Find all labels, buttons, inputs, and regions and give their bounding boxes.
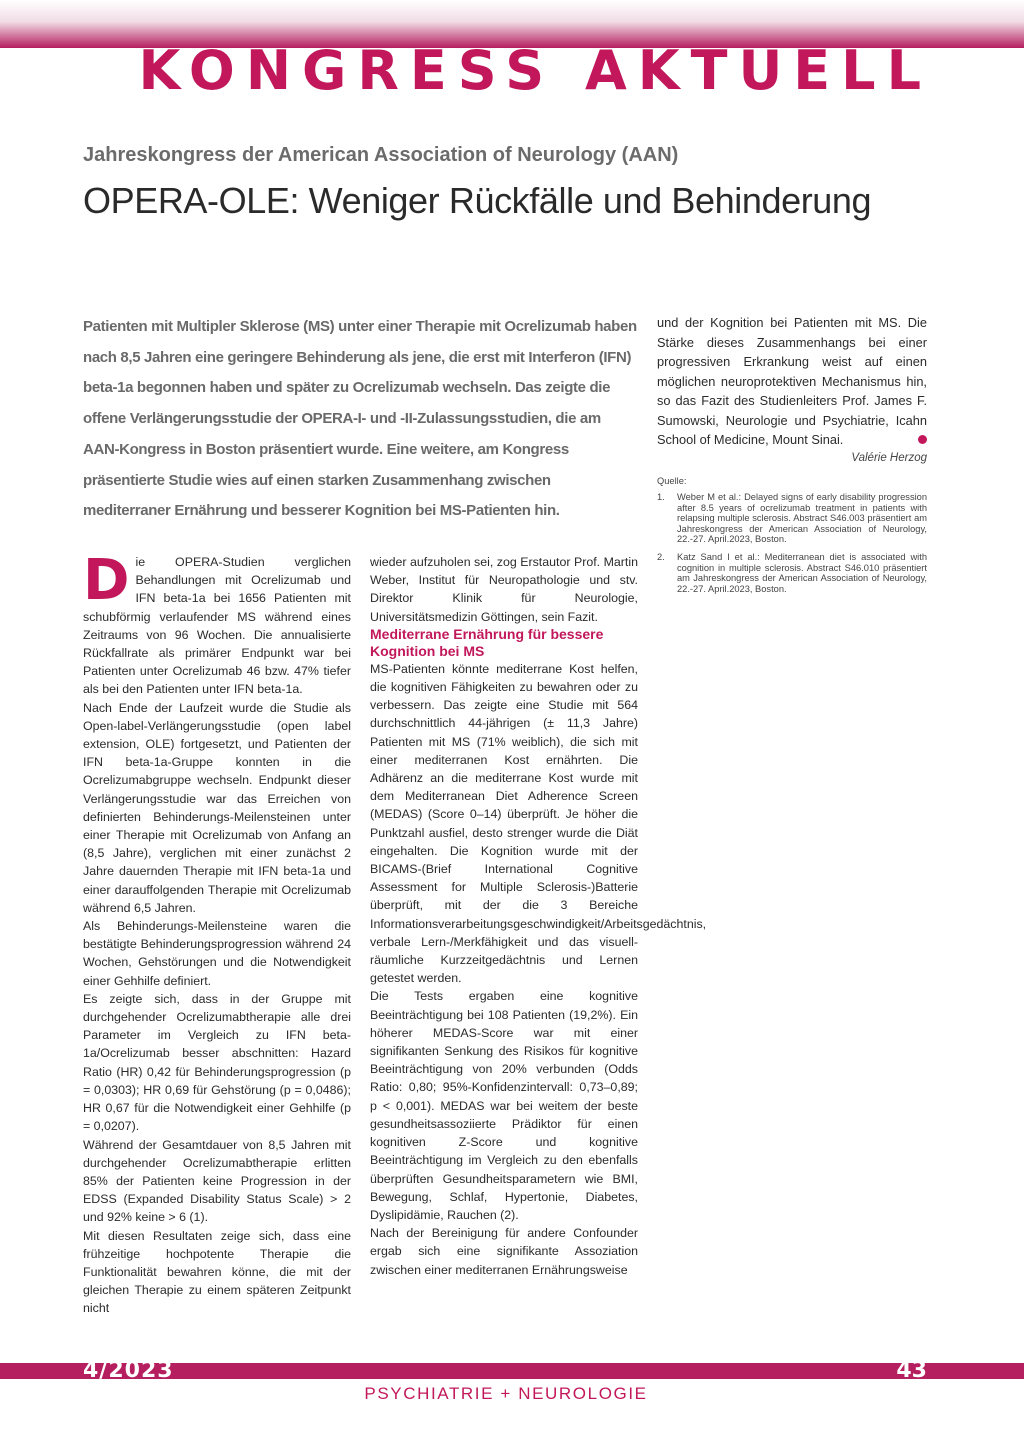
paragraph: Es zeigte sich, dass in der Gruppe mit durchgehender Ocrelizumabtherapie alle drei Parameter im Vergleich zu IFN beta-1a/Ocrelizumab besser abschnitten: Hazard Ratio (HR) 0,42 für Behinderungsprogression (p = 0,0303); HR 0,69 für Gehstörung (p = 0,0486); HR 0,67 für die Notwendigkeit einer Gehhilfe (p = 0,0207). [83,991,351,1134]
author-byline: Valérie Herzog [851,451,927,464]
section-title: KONGRESS AKTUELL [138,39,932,102]
journal-name: PSYCHIATRIE + NEUROLOGIE [364,1384,648,1403]
sources-block [657,476,927,602]
sources-list [657,492,927,594]
page-number: 43 [896,1358,927,1383]
body-column-1 [83,548,351,1318]
section-subheading: Mediterrane Ernährung für bessere Kognition bei MS [370,625,604,659]
paragraph: Die Tests ergaben eine kognitive Beeinträchtigung bei 108 Patienten (19,2%). Ein höherer MEDAS-Score war mit einer signifikanten Senkung des Risikos für kognitive Beeinträchtigung von 20% verbunden (Odds Ratio: 0,80; 95%-Konfidenzintervall: 0,73–0,89; p < 0,001). MEDAS war bei weitem der beste gesundheitsassoziierte Prädiktor für einen kognitiven Z-Score und kognitive Beeinträchtigung im Vergleich zu den ebenfalls überprüften Gesundheitsparametern wie BMI, Bewegung, Schlaf, Hypertonie, Diabetes, Dyslipidämie, Rauchen (2). [370,989,638,1222]
source-text: Weber M et al.: Delayed signs of early disability progression after 8.5 years of ocrelizumab treatment in patients with relapsing multiple sclerosis. Abstract S46.003 präsentiert am Jahreskongress der American Association of Neurology, 22.-27. April.2023, Boston. [677,492,927,545]
body-column-2 [370,553,707,1279]
body-column-3 [657,313,927,467]
paragraph: Während der Gesamtdauer von 8,5 Jahren mit durchgehender Ocrelizumabtherapie erlitten 85% der Patienten keine Progression in der EDSS (Expanded Disability Status Scale) > 2 und 92% keine > 6 (1). [83,1137,351,1225]
paragraph: Nach Ende der Laufzeit wurde die Studie als Open-label-Verlängerungsstudie (open label extension, OLE) fortgesetzt, und Patienten der IFN beta-1a-Gruppe konnten in die Ocrelizumabgruppe wechseln. Endpunkt dieser Verlängerungsstudie war das Erreichen von definierten Behinderungs-Meilensteinen unter einer Therapie mit Ocrelizumab von Anfang an (8,5 Jahre), verglichen mit einer zunächst 2 Jahre dauernden Therapie mit IFN beta-1a und einer darauffolgenden Therapie mit Ocrelizumab während 6,5 Jahren. [83,700,351,915]
paragraph: wieder aufzuholen sei, zog Erstautor Prof. Martin Weber, Institut für Neuropathologie und stv. Direktor Klinik für Neurologie, Universitätsmedizin Göttingen, sein Fazit. [370,555,638,624]
paragraph: Nach der Bereinigung für andere Confounder ergab sich eine signifikante Assoziation zwischen einer mediterranen Ernährungsweise [370,1226,638,1277]
article-kicker: Jahreskongress der American Association of Neurology (AAN) [83,144,679,166]
article-headline: OPERA-OLE: Weniger Rückfälle und Behinderung [83,180,872,221]
source-number: 2. [657,552,665,563]
paragraph: MS-Patienten könnte mediterrane Kost helfen, die kognitiven Fähigkeiten zu bewahren oder zu verbessern. Das zeigte eine Studie mit 564 durchschnittlich 44-jährigen (± 11,3 Jahre) Patienten mit MS (71% weiblich), die sich mit einer mediterranen Kost ernährten. Die Adhärenz an die mediterrane Kost wurde mit dem Mediterranean Diet Adherence Screen (MEDAS) (Score 0–14) überprüft. Je höher die Punktzahl ausfiel, desto strenger wurde die Diät eingehalten. Die Kognition wurde mit der BICAMS-(Brief International Cognitive Assessment for Multiple Sclerosis-)Batterie überprüft, mit der die 3 Bereiche Informationsverarbeitungsgeschwindigkeit/Arbeitsgedächtnis, verbale Lern-/Merkfähigkeit und das visuell-räumliche Kurzzeitgedächtnis und Lernen getestet werden. [370,661,707,986]
issue-number: 4/2023 [83,1358,174,1383]
drop-cap: D [83,548,130,613]
article-lead: Patienten mit Multipler Sklerose (MS) unter einer Therapie mit Ocrelizumab haben nach 8,5 Jahren eine geringere Behinderung als jene, die erst mit Interferon (IFN) beta-1a begonnen haben und später zu Ocrelizumab wechseln. Das zeigte die offene Verlängerungsstudie der OPERA-I- und -II-Zulassungsstudien, die am AAN-Kongress in Boston präsentiert wurde. Eine weitere, am Kongress präsentierte Studie wies auf einen starken Zusammenhang zwischen mediterraner Ernährung und besserer Kognition bei MS-Patienten hin. [83,318,637,520]
source-item [657,492,927,544]
paragraph: Mit diesen Resultaten zeige sich, dass eine frühzeitige hochpotente Therapie die Funktionalität bewahren könne, die mit der gleichen Therapie zu einem späteren Zeitpunkt nicht [83,1228,351,1316]
sources-label: Quelle: [657,476,687,486]
source-number: 1. [657,492,665,503]
paragraph: und der Kognition bei Patienten mit MS. Die Stärke dieses Zusammenhangs bei einer progressiven Erkrankung weist auf einen möglichen neuroprotektiven Mechanismus hin, so das Fazit des Studienleiters Prof. James F. Sumowski, Neurologie und Psychiatrie, Icahn School of Medicine, Mount Sinai. [657,315,927,447]
end-mark-icon [918,435,927,444]
source-text: Katz Sand I et al.: Mediterranean diet is associated with cognition in multiple sclerosis. Abstract S46.010 präsentiert am Jahreskongress der American Association of Neurology, 22.-27. April.2023, Boston. [677,552,927,594]
source-item [657,552,927,594]
paragraph: Als Behinderungs-Meilensteine waren die bestätigte Behinderungsprogression während 24 Wochen, Gehstörungen und die Notwendigkeit einer Gehhilfe definiert. [83,919,351,988]
paragraph: Die OPERA-Studien verglichen Behandlungen mit Ocrelizumab und IFN beta-1a bei 1656 Patienten mit schubförmig verlaufender MS während eines Zeitraums von 96 Wochen. Die annualisierte Rückfallrate als primärer Endpunkt war bei Patienten unter Ocrelizumab 46 bzw. 47% tiefer als bei den Patienten unter IFN beta-1a. [83,548,351,697]
